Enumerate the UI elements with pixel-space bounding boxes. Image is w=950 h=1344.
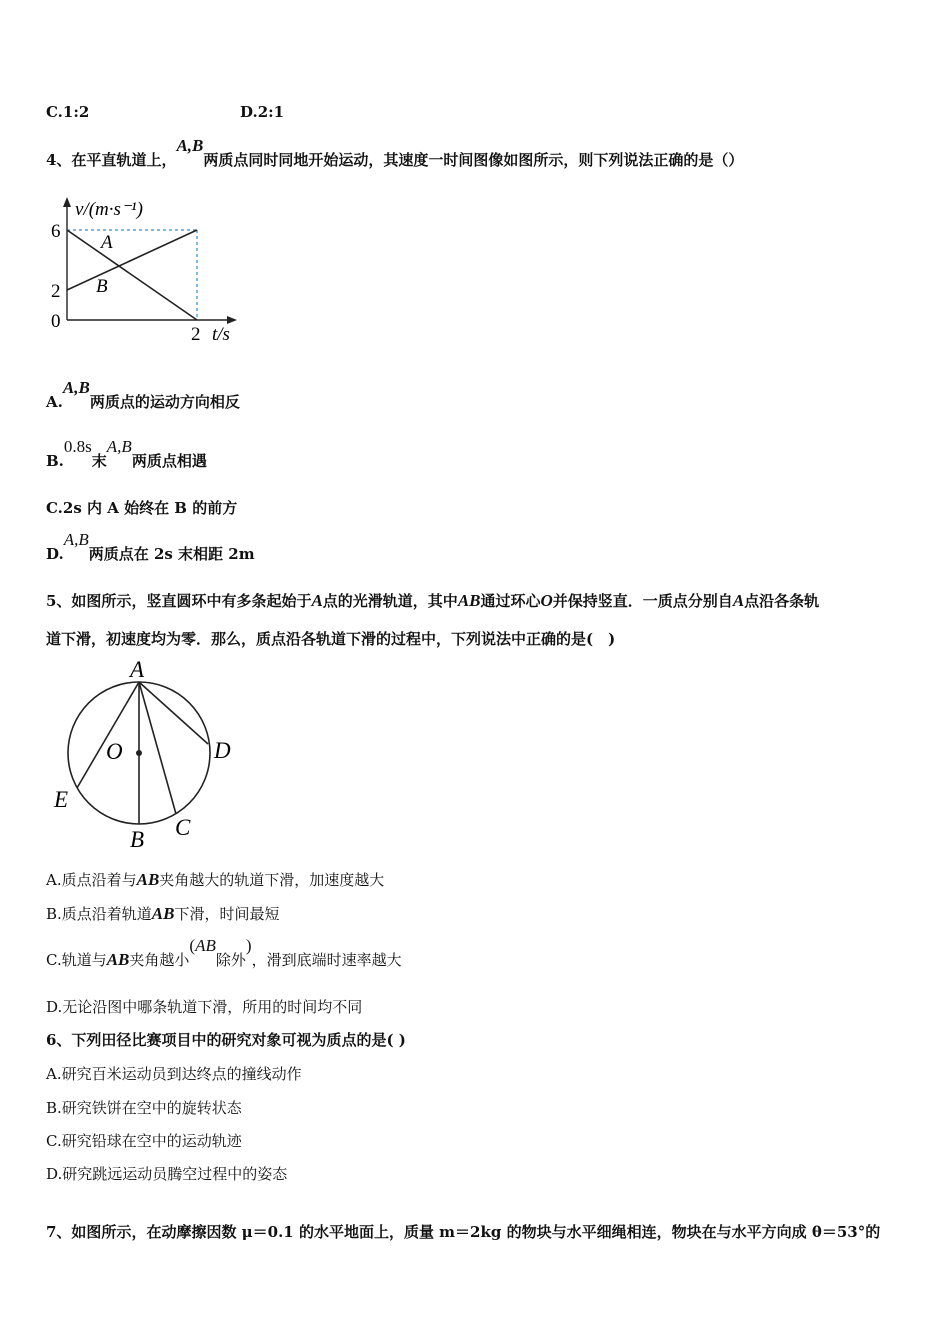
center-point (136, 750, 142, 756)
chart-x-arrow (227, 316, 237, 324)
q5-option-d: D.无论沿图中哪条轨道下滑，所用的时间均不同 (46, 998, 363, 1016)
q5-var-a: A (311, 591, 323, 610)
q4-option-b-ab: A,B (106, 437, 132, 456)
q4-option-a-prefix: A. (46, 393, 63, 411)
q5-option-a (46, 869, 384, 890)
q5-stem-line1 (46, 590, 819, 611)
q7-stem: 7、如图所示，在动摩擦因数 μ＝0.1 的水平地面上，质量 m＝2kg 的物块与水平细绳相连，物块在与水平方向成 θ＝53°的 (46, 1223, 881, 1241)
q4-option-a-ab: A,B (62, 378, 90, 397)
q6-option-d: D.研究跳远运动员腾空过程中的姿态 (46, 1165, 288, 1183)
q4-stem (46, 136, 744, 170)
q5-text: 点沿各条轨 (744, 592, 820, 610)
point-b-label: B (130, 827, 145, 852)
q5-text: 并保持竖直．一质点分别自 (552, 592, 733, 610)
q5-opt-text: 夹角越小 (129, 951, 190, 969)
q5-var-a: A (732, 591, 745, 610)
series-b-label: B (96, 276, 108, 297)
chart-xlabel: t/s (212, 324, 230, 345)
ytick-2: 2 (51, 281, 61, 302)
q5-stem-line2: 道下滑，初速度均为零．那么，质点沿各轨道下滑的过程中，下列说法中正确的是( ) (46, 630, 616, 648)
xtick-2: 2 (191, 324, 201, 345)
q5-opt-text: A.质点沿着与 (46, 871, 137, 889)
q5-option-c (46, 936, 402, 970)
q4-option-b-time: 0.8s (63, 437, 92, 456)
q6-option-c: C.研究铅球在空中的运动轨迹 (46, 1132, 242, 1150)
q4-stem-prefix: 4、在平直轨道上， (46, 151, 177, 169)
point-d-label: D (214, 738, 231, 763)
q5-paren-open: ( (189, 936, 196, 955)
q5-var-ab: AB (151, 904, 175, 923)
q5-var-ab: AB (457, 591, 481, 610)
series-a-label: A (101, 232, 113, 253)
q4-option-d (46, 530, 255, 564)
point-e-label: E (54, 787, 69, 812)
q4-option-b-mo: 末 (91, 452, 107, 470)
q4-option-d-text: 两质点在 2s 末相距 2m (88, 545, 255, 563)
chart-ylabel: v/(m·s⁻¹) (75, 199, 143, 220)
q5-text: 通过环心 (480, 592, 541, 610)
origin-label: 0 (51, 311, 61, 332)
q5-circle-figure (48, 655, 248, 855)
chart-y-arrow (63, 197, 71, 207)
q5-opt-text: ，滑到底端时速率越大 (251, 951, 402, 969)
q5-var-ab: AB (106, 950, 130, 969)
q4-option-b (46, 437, 207, 471)
point-o-label: O (106, 739, 123, 764)
ytick-6: 6 (51, 221, 61, 242)
track-ac (139, 682, 176, 814)
q4-option-c: C.2s 内 A 始终在 B 的前方 (46, 499, 238, 517)
series-b-line (67, 230, 197, 290)
q5-text: 5、如图所示，竖直圆环中有多条起始于 (46, 592, 312, 610)
q4-option-b-text: 两质点相遇 (131, 452, 207, 470)
q5-opt-text: 夹角越大的轨道下滑，加速度越大 (159, 871, 385, 889)
q5-paren-close: ) (245, 936, 252, 955)
q5-option-b (46, 903, 280, 924)
q4-stem-suffix: 两质点同时同地开始运动，其速度一时间图像如图所示，则下列说法正确的是（） (203, 151, 744, 169)
q5-opt-text: 下滑，时间最短 (174, 905, 280, 923)
series-a-line (67, 230, 197, 320)
option-d-ratio: D.2:1 (240, 103, 285, 121)
q5-var-o: O (540, 591, 553, 610)
q4-option-a-text: 两质点的运动方向相反 (89, 393, 240, 411)
q6-option-a: A.研究百米运动员到达终点的撞线动作 (46, 1065, 302, 1083)
q5-opt-text: C.轨道与 (46, 951, 107, 969)
q6-option-b: B.研究铁饼在空中的旋转状态 (46, 1099, 242, 1117)
point-c-label: C (175, 815, 191, 840)
q5-var-ab: AB (136, 870, 160, 889)
option-c-ratio: C.1:2 (46, 103, 90, 121)
q5-text: 点的光滑轨道，其中 (322, 592, 458, 610)
q4-option-b-prefix: B. (46, 452, 64, 470)
q4-option-d-prefix: D. (46, 545, 64, 563)
point-a-label: A (130, 657, 145, 682)
q5-opt-text: B.质点沿着轨道 (46, 905, 152, 923)
q5-opt-text: 除外 (215, 951, 246, 969)
q4-option-a (46, 378, 240, 412)
q6-stem: 6、下列田径比赛项目中的研究对象可视为质点的是( ) (46, 1031, 406, 1049)
q4-option-d-ab: A,B (63, 530, 89, 549)
q4-stem-ab: A,B (176, 136, 204, 155)
track-ae (77, 682, 139, 788)
q4-velocity-chart (45, 195, 245, 345)
q5-var-ab: AB (195, 936, 216, 955)
